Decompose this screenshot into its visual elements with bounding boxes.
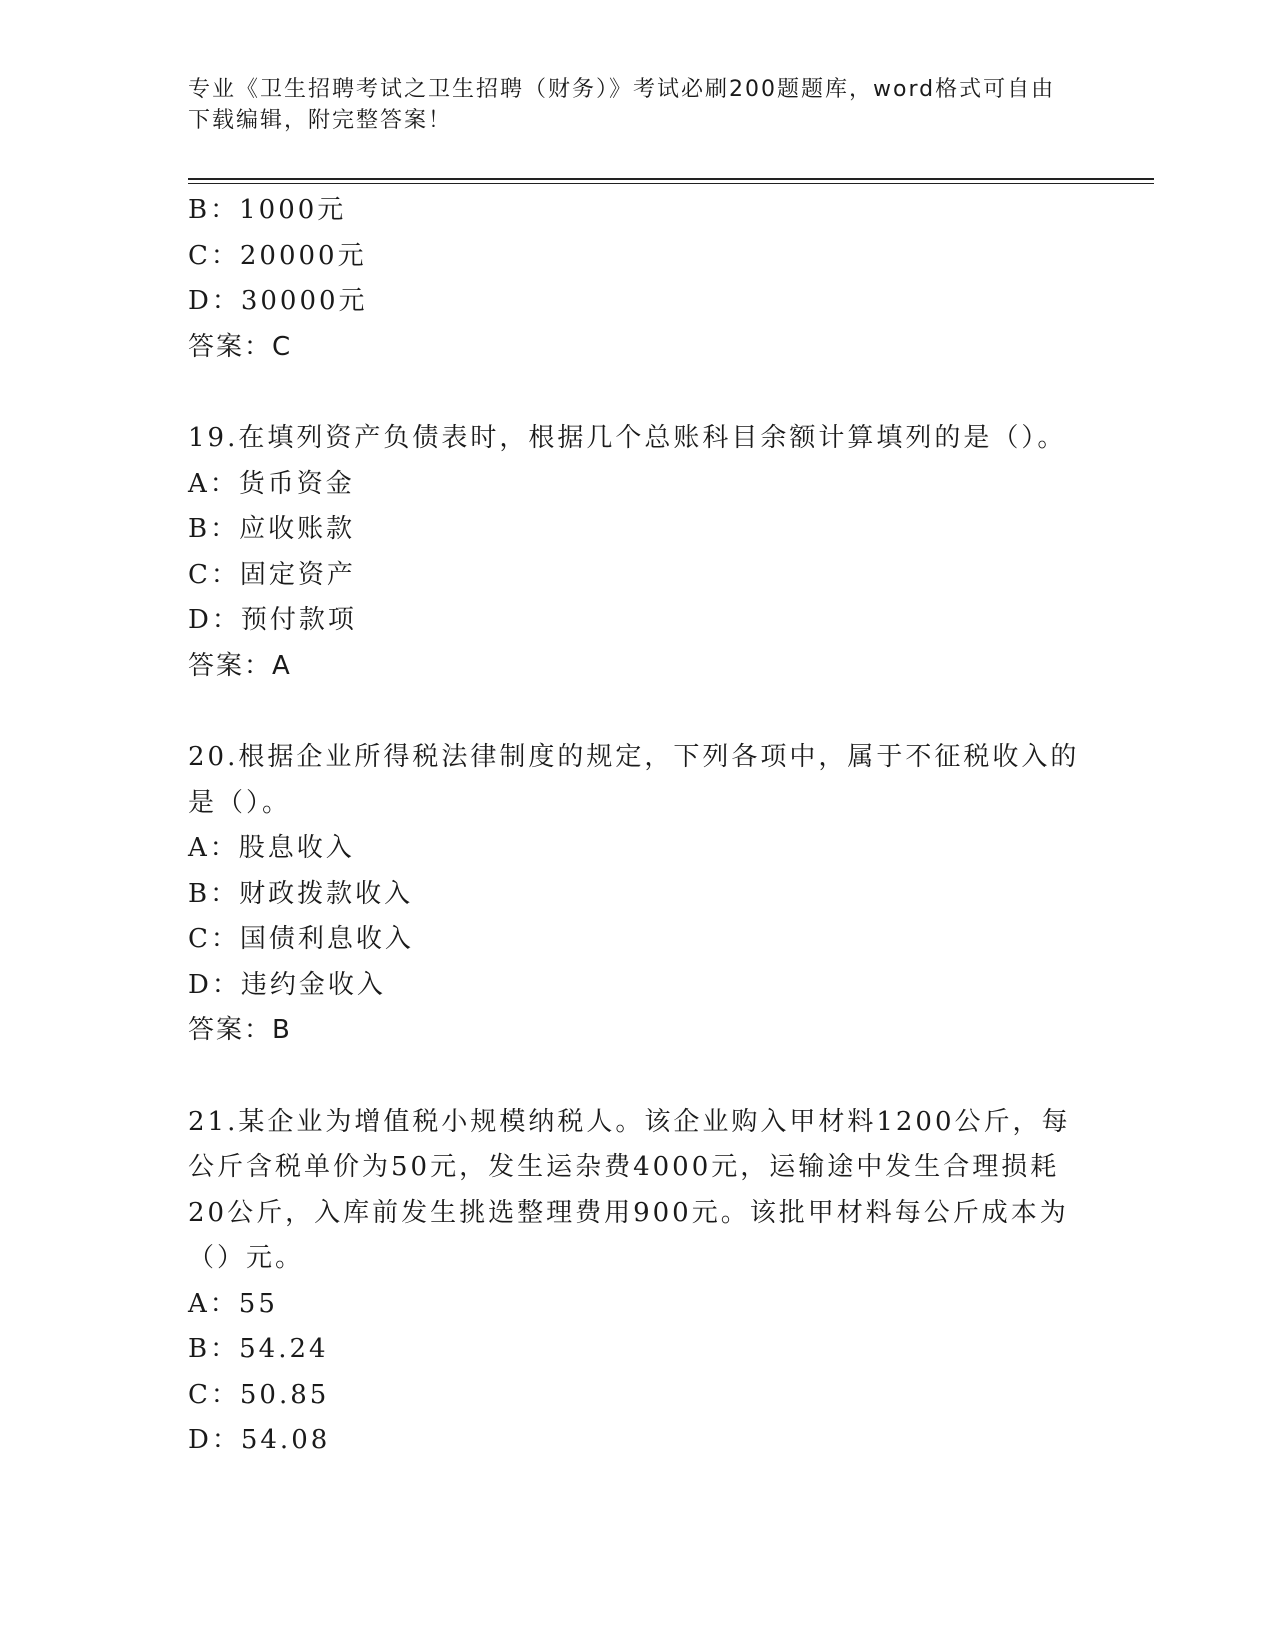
option-b: B：54.24	[188, 1334, 329, 1364]
option-b: B：财政拨款收入	[188, 878, 414, 909]
answer-line: 答案：C	[188, 331, 293, 362]
question-stem: 20.根据企业所得税法律制度的规定，下列各项中，属于不征税收入的	[188, 742, 1080, 772]
question-stem-continued: （）元。	[188, 1243, 305, 1273]
document-header: 专业《卫生招聘考试之卫生招聘（财务）》考试必刷200题题库，word格式可自由下载编辑，附完整答案！	[188, 77, 1056, 133]
option-d: D：30000元	[188, 286, 368, 316]
question-stem: 21.某企业为增值税小规模纳税人。该企业购入甲材料1200公斤，每	[188, 1106, 1071, 1137]
question-stem-continued: 20公斤，入库前发生挑选整理费用900元。该批甲材料每公斤成本为	[188, 1197, 1069, 1228]
header-divider-thin	[188, 183, 1154, 184]
question-20	[188, 735, 1088, 1054]
prev-question-options	[188, 188, 1088, 325]
option-d: D：54.08	[188, 1425, 331, 1455]
option-c: C：固定资产	[188, 559, 356, 590]
question-21	[188, 1100, 1088, 1464]
option-b: B：应收账款	[188, 514, 356, 544]
option-b: B：1000元	[188, 195, 347, 225]
option-d: D：违约金收入	[188, 969, 386, 1000]
question-19	[188, 416, 1088, 689]
option-a: A：货币资金	[188, 468, 355, 499]
question-content	[188, 188, 1088, 1464]
option-c: C：20000元	[188, 240, 367, 271]
question-stem: 19.在填列资产负债表时，根据几个总账科目余额计算填列的是（）。	[188, 423, 1067, 453]
question-stem-continued: 是（）。	[188, 787, 292, 818]
question-stem-continued: 公斤含税单价为50元，发生运杂费4000元，运输途中发生合理损耗	[188, 1152, 1060, 1182]
header-divider-thick	[188, 178, 1154, 180]
answer-line: 答案：B	[188, 1015, 292, 1045]
option-c: C：国债利息收入	[188, 924, 414, 954]
option-d: D：预付款项	[188, 605, 357, 635]
answer-line: 答案：A	[188, 650, 292, 681]
option-a: A：股息收入	[188, 833, 355, 863]
option-c: C：50.85	[188, 1379, 330, 1410]
option-a: A：55	[188, 1288, 278, 1319]
